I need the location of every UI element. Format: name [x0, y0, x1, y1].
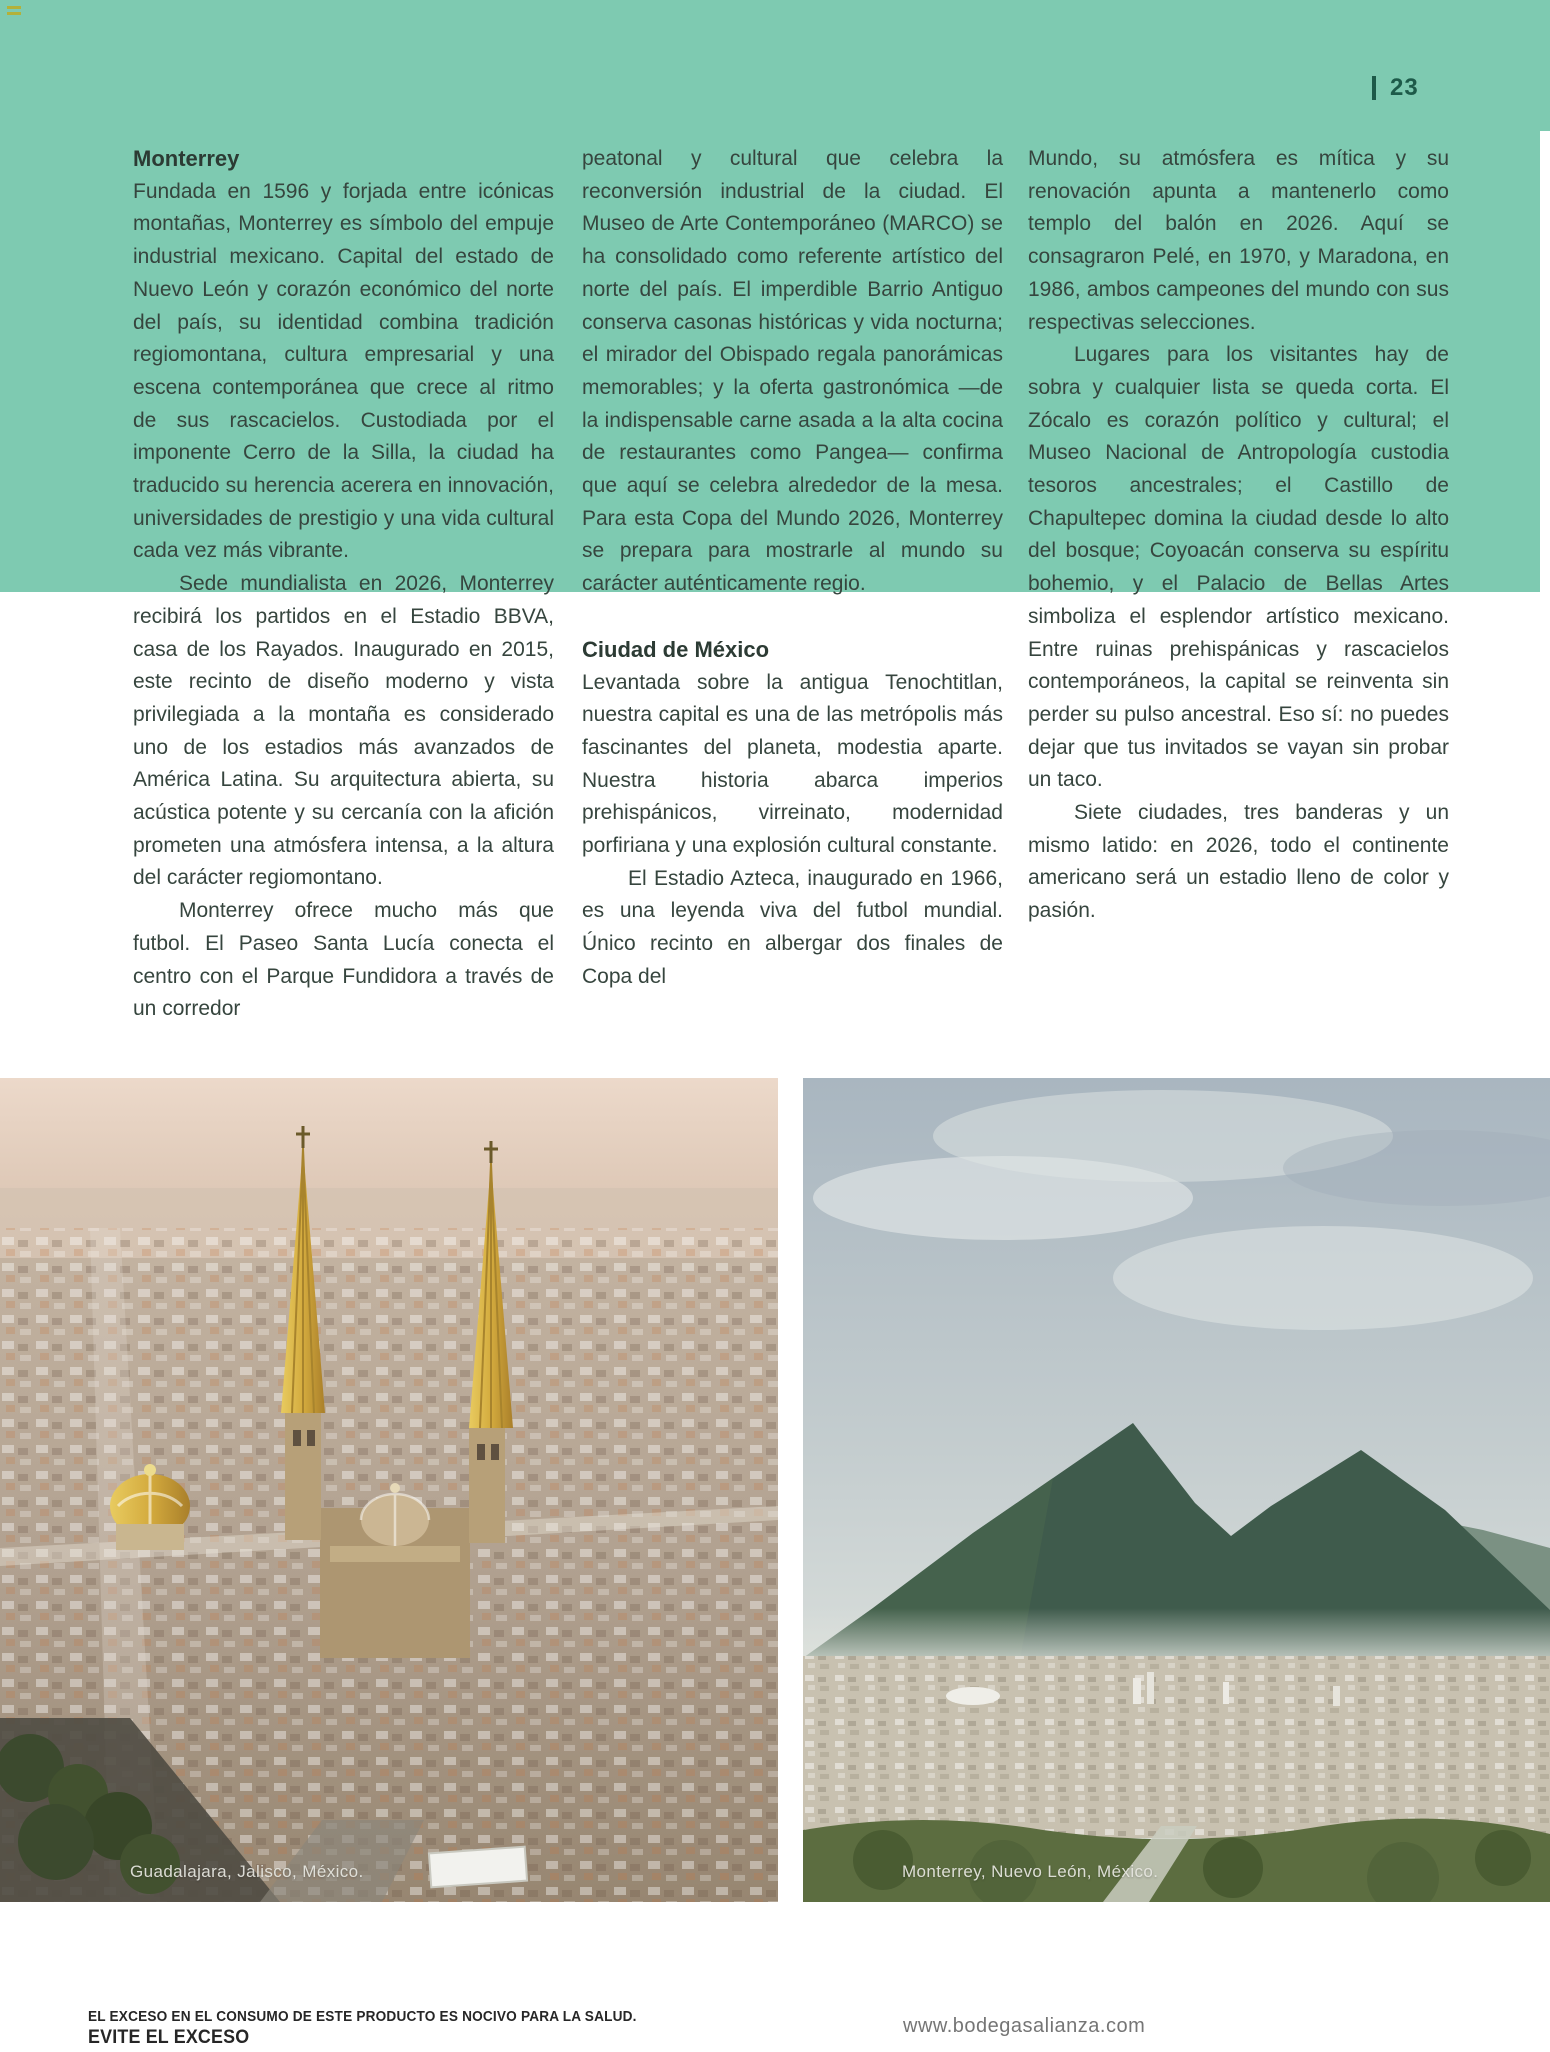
photo-caption-guadalajara: Guadalajara, Jalisco, México.	[130, 1862, 364, 1881]
paragraph: Fundada en 1596 y forjada entre icónicas montañas, Monterrey es símbolo del empuje industrial mexicano. Capital del estado de Nuevo León y corazón económico del norte del país, su identidad combina tradición regiomontana, cultura empresarial y una escena contemporánea que crece al ritmo de sus rascacielos. Custodiada por el imponente Cerro de la Silla, la ciudad ha traducido su herencia acerera en innovación, universidades de prestigio y una vida cultural cada vez más vibrante.	[133, 179, 554, 563]
monterrey-illustration	[803, 1078, 1550, 1902]
photo-guadalajara	[0, 1078, 778, 1902]
health-warning-line1: EL EXCESO EN EL CONSUMO DE ESTE PRODUCTO ES NOCIVO PARA LA SALUD.	[88, 2009, 637, 2025]
article-column-1	[133, 143, 554, 1026]
article-column-3	[1028, 143, 1449, 928]
health-warning-line2: EVITE EL EXCESO	[88, 2027, 250, 2048]
section-heading-monterrey: Monterrey	[133, 146, 240, 171]
paragraph: El Estadio Azteca, inaugurado en 1966, es una leyenda viva del futbol mundial. Único recinto en albergar dos finales de Copa del	[582, 866, 1003, 988]
paragraph: Monterrey ofrece mucho más que futbol. El Paseo Santa Lucía conecta el centro con el Parque Fundidora a través de un corredor	[133, 899, 554, 1021]
page-number-value: 23	[1390, 74, 1419, 101]
paragraph: Levantada sobre la antigua Tenochtitlan, nuestra capital es una de las metrópolis más fascinantes del planeta, modestia aparte. Nuestra historia abarca imperios prehispánicos, virreinato, modernidad porfiriana y una explosión cultural constante.	[582, 670, 1003, 858]
brand-mark-icon	[7, 6, 23, 18]
article-column-2	[582, 143, 1003, 994]
paragraph: Siete ciudades, tres banderas y un mismo latido: en 2026, todo el continente americano será un estadio lleno de color y pasión.	[1028, 801, 1449, 923]
paragraph: peatonal y cultural que celebra la reconversión industrial de la ciudad. El Museo de Arte Contemporáneo (MARCO) se ha consolidado como referente artístico del norte del país. El imperdible Barrio Antiguo conserva casonas históricas y vida nocturna; el mirador del Obispado regala panorámicas memorables; y la oferta gastronómica —de la indispensable carne asada a la alta cocina de restaurantes como Pangea— confirma que aquí se celebra alrededor de la mesa. Para esta Copa del Mundo 2026, Monterrey se prepara para mostrarle al mundo su carácter auténticamente regio.	[582, 147, 1003, 596]
website-link[interactable]: www.bodegasalianza.com	[903, 2015, 1146, 2037]
section-heading-cdmx: Ciudad de México	[582, 636, 770, 662]
health-warning	[88, 2008, 637, 2049]
page-number	[1372, 74, 1419, 102]
photo-caption-monterrey: Monterrey, Nuevo León, México.	[902, 1862, 1159, 1881]
paragraph: Lugares para los visitantes hay de sobra y cualquier lista se queda corta. El Zócalo es corazón político y cultural; el Museo Nacional de Antropología custodia tesoros ancestrales; el Castillo de Chapultepec domina la ciudad desde lo alto del bosque; Coyoacán conserva su espíritu bohemio, y el Palacio de Bellas Artes simboliza el esplendor artístico mexicano. Entre ruinas prehispánicas y rascacielos contemporáneos, la capital se reinventa sin perder su pulso ancestral. Eso sí: no puedes dejar que tus invitados se vayan sin probar un taco.	[1028, 343, 1449, 792]
paragraph: Sede mundialista en 2026, Monterrey recibirá los partidos en el Estadio BBVA, casa de los Rayados. Inaugurado en 2015, este recinto de diseño moderno y vista privilegiada a la montaña es considerado uno de los estadios más avanzados de América Latina. Su arquitectura abierta, su acústica potente y su cercanía con la afición prometen una atmósfera intensa, a la altura del carácter regiomontano.	[133, 572, 554, 890]
photo-monterrey	[803, 1078, 1550, 1902]
teal-banner-top	[0, 0, 1550, 131]
guadalajara-illustration	[0, 1078, 778, 1902]
paragraph: Mundo, su atmósfera es mítica y su renovación apunta a mantenerlo como templo del balón en 2026. Aquí se consagraron Pelé, en 1970, y Maradona, en 1986, ambos campeones del mundo con sus respectivas selecciones.	[1028, 147, 1449, 334]
page-number-separator	[1372, 76, 1376, 100]
